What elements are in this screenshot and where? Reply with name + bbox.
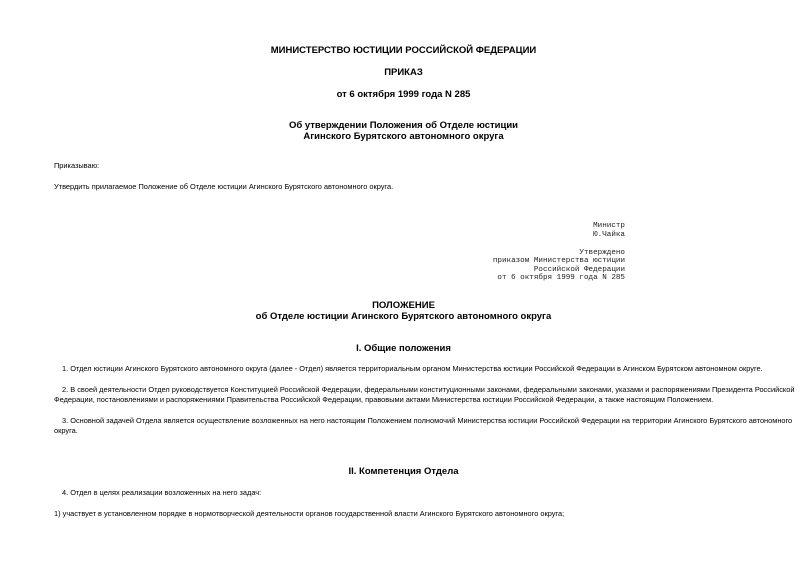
document-title-line1: Об утверждении Положения об Отделе юстиции: [288, 120, 519, 131]
paragraph-4-item-1: 1) участвует в установленном порядке в нормотворческой деятельности органов государственной власти Агинского Бурятского автономного округа;: [54, 509, 565, 518]
document-date: от 6 октября 1999 года N 285: [336, 89, 471, 100]
regulation-subtitle: об Отделе юстиции Агинского Бурятского автономного округа: [255, 311, 552, 322]
approval-line2: приказом Министерства юстиции: [492, 257, 625, 266]
document-title-line2: Агинского Бурятского автономного округа: [303, 131, 504, 142]
document-type: ПРИКАЗ: [384, 67, 423, 78]
approval-line1: Утверждено: [579, 249, 625, 257]
paragraph-3-line2: округа.: [54, 426, 78, 435]
signature-position: Министр: [593, 222, 625, 230]
approval-line3: Российской Федерации: [533, 265, 625, 274]
paragraph-4: 4. Отдел в целях реализации возложенных на него задач:: [62, 488, 262, 497]
ministry-name: МИНИСТЕРСТВО ЮСТИЦИИ РОССИЙСКОЙ ФЕДЕРАЦИИ: [270, 45, 537, 56]
order-intro: Приказываю:: [54, 161, 100, 170]
regulation-title: ПОЛОЖЕНИЕ: [372, 300, 435, 311]
paragraph-1: 1. Отдел юстиции Агинского Бурятского автономного округа (далее - Отдел) является территориальным органом Министерства юстиции Российской Федерации в Агинском Бурятском автономном округе.: [62, 364, 763, 373]
paragraph-2-line1: 2. В своей деятельности Отдел руководствуется Конституцией Российской Федерации, федеральными конституционными законами, федеральными законами, указами и распоряжениями Президента Российской: [62, 385, 795, 394]
section-heading-competence: II. Компетенция Отдела: [348, 466, 459, 477]
approval-line4: от 6 октября 1999 года N 285: [497, 273, 625, 282]
paragraph-3-line1: 3. Основной задачей Отдела является осуществление возложенных на него настоящим Положением полномочий Министерства юстиции Российской Федерации на территории Агинского Бурятского автономного: [62, 416, 793, 425]
signature-name: Ю.Чайка: [593, 231, 625, 239]
section-heading-general: I. Общие положения: [356, 343, 451, 354]
order-text: Утвердить прилагаемое Положение об Отделе юстиции Агинского Бурятского автономного округа.: [54, 182, 394, 191]
paragraph-2-line2: Федерации, постановлениями и распоряжениями Правительства Российской Федерации, правовыми актами Министерства юстиции Российской Федерации, а также настоящим Положением.: [54, 395, 714, 404]
